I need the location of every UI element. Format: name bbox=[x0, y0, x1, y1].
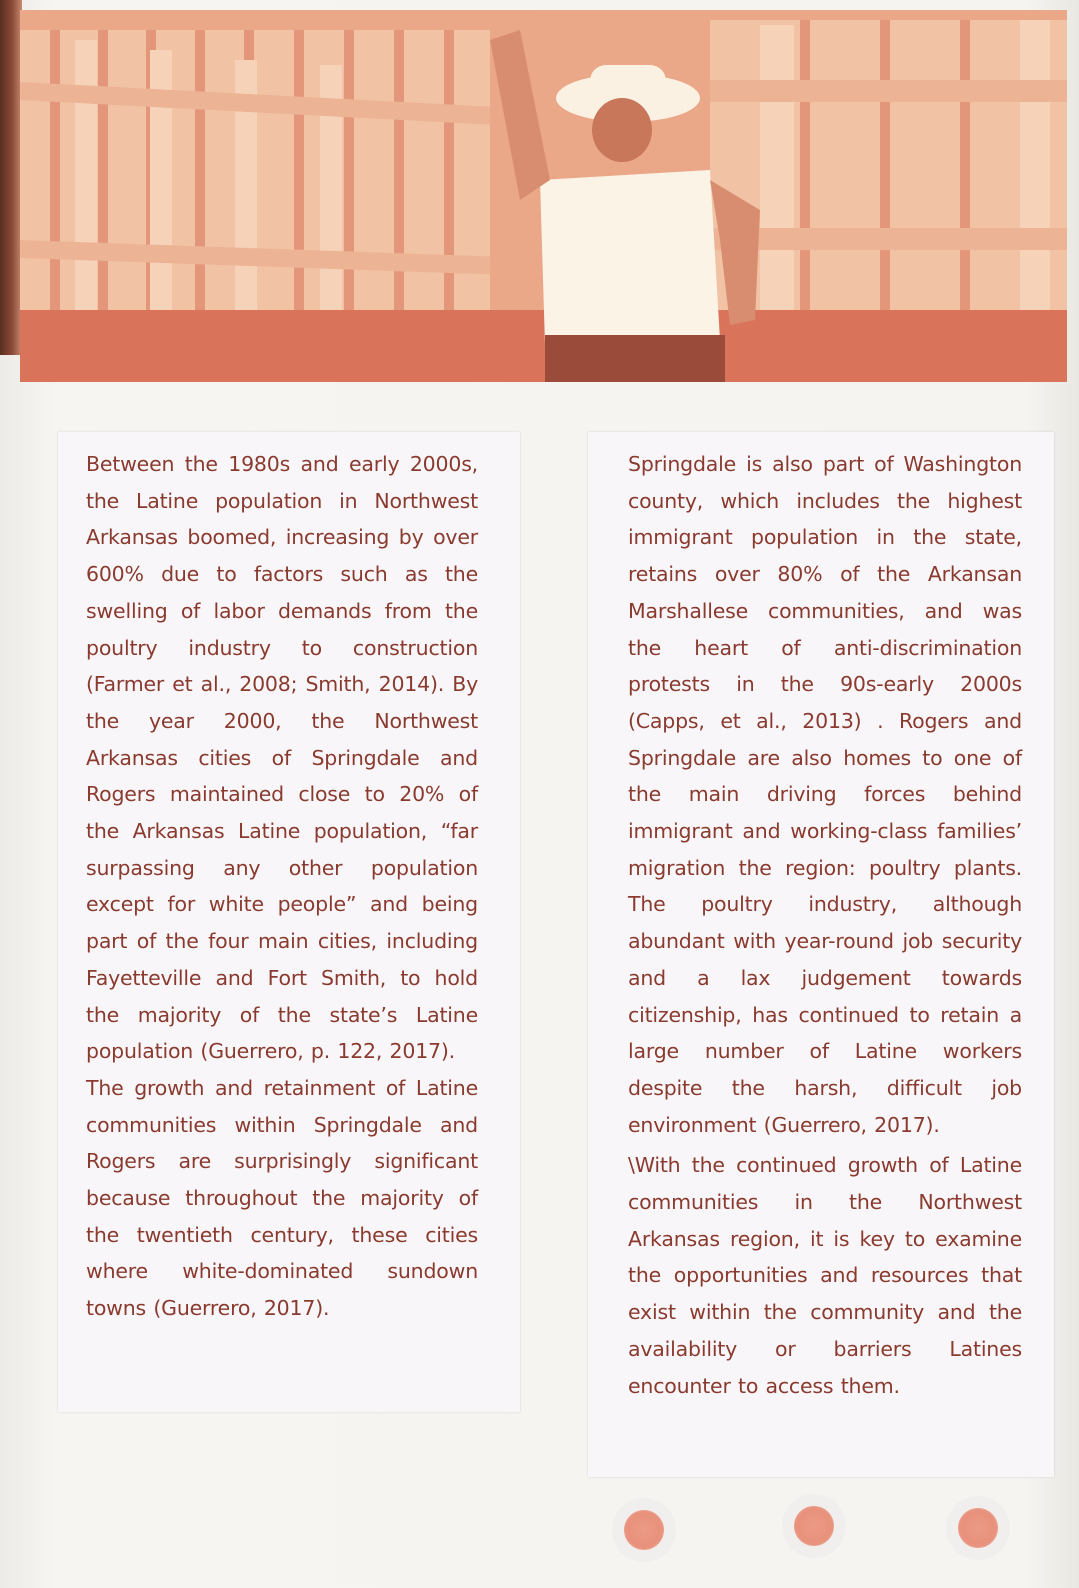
right-paragraph-2: \With the continued growth of Latine communities in the Northwest Arkansas region, it is key to examine the opportunities and resources that exist within the community and the availability or barriers Latines encounter to access them. bbox=[628, 1153, 1022, 1398]
decorative-dot-3 bbox=[958, 1508, 998, 1548]
decorative-dot-2 bbox=[794, 1506, 834, 1546]
right-text-column bbox=[588, 432, 1054, 1477]
right-column-text bbox=[628, 446, 1022, 1404]
left-paragraph-1: Between the 1980s and early 2000s, the Latine population in Northwest Arkansas boomed, increasing by over 600% due to factors such as the swelling of labor demands from the poultry industry to construction (Farmer et al., 2008; Smith, 2014). By the year 2000, the Northwest Arkansas cities of Springdale and Rogers maintained close to 20% of the Arkansas Latine population, “far surpassing any other population except for white people” and being part of the four main cities, including Fayetteville and Fort Smith, to hold the majority of the state’s Latine population (Guerrero, p. 122, 2017). bbox=[86, 452, 478, 1064]
left-column-text bbox=[86, 446, 478, 1327]
right-paragraph-1: Springdale is also part of Washington county, which includes the highest immigrant population in the state, retains over 80% of the Arkansan Marshallese communities, and was the heart of anti-discrimination protests in the 90s-early 2000s (Capps, et al., 2013) . Rogers and Springdale are also homes to one of the main driving forces behind immigrant and working-class families’ migration the region: poultry plants. The poultry industry, although abundant with year-round job security and a lax judgement towards citizenship, has continued to retain a large number of Latine workers despite the harsh, difficult job environment (Guerrero, 2017). bbox=[628, 452, 1022, 1137]
header-photo bbox=[20, 10, 1067, 382]
left-paragraph-2: The growth and retainment of Latine communities within Springdale and Rogers are surprisingly significant because throughout the majority of the twentieth century, these cities where white-dominated sundown towns (Guerrero, 2017). bbox=[86, 1075, 478, 1321]
decorative-dot-1 bbox=[624, 1510, 664, 1550]
book-binding bbox=[0, 0, 22, 355]
man-in-cowboy-hat-photo-icon bbox=[20, 10, 1067, 382]
left-text-column bbox=[58, 432, 520, 1412]
